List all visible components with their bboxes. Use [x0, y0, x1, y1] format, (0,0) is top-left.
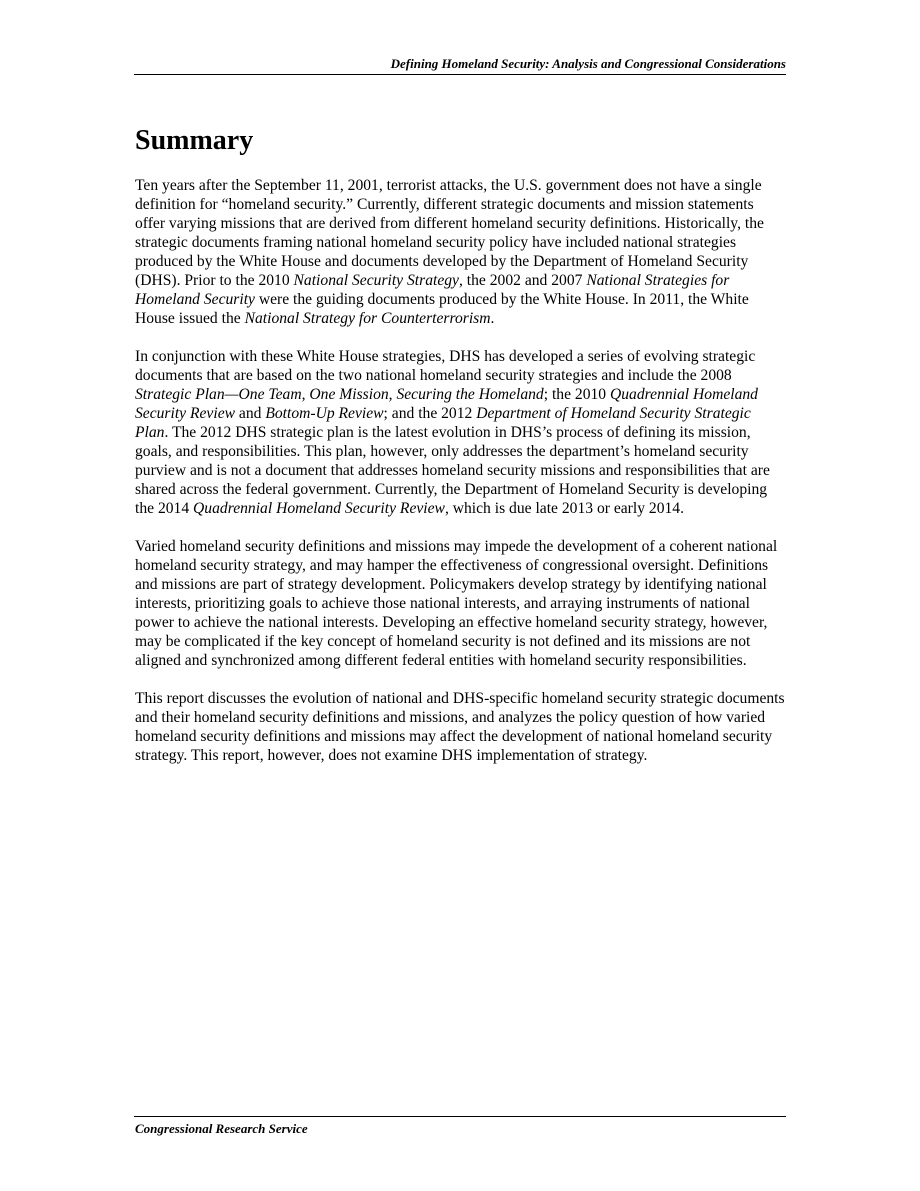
- header-rule: [134, 74, 786, 75]
- paragraph-text-run: . The 2012 DHS strategic plan is the latest evolution in DHS’s process of defining its mission, goals, and responsibilities. This plan, however, only addresses the department’s homeland security purview and is not a document that addresses homeland security missions and responsibilities that are shared across the federal government. Currently, the Department of Homeland Security is developing the 2014: [135, 424, 770, 517]
- footer-rule: [134, 1116, 786, 1117]
- summary-paragraph: [135, 537, 787, 670]
- paragraph-text-run: , the 2002 and 2007: [458, 272, 587, 289]
- document-title-italic: Quadrennial Homeland Security Review: [135, 386, 758, 422]
- running-header: Defining Homeland Security: Analysis and Congressional Considerations: [390, 56, 786, 71]
- paragraph-text-run: and: [235, 405, 266, 422]
- paragraph-text-run: Ten years after the September 11, 2001, terrorist attacks, the U.S. government does not have a single definition for “homeland security.” Currently, different strategic documents and mission statements offer varying missions that are derived from different homeland security definitions. Historically, the strategic documents framing national homeland security policy have included national strategies produced by the White House and documents developed by the Department of Homeland Security (DHS). Prior to the 2010: [135, 177, 764, 289]
- paragraph-text-run: were the guiding documents produced by the White House. In 2011, the White House issued the: [135, 291, 749, 327]
- summary-paragraph: [135, 347, 787, 518]
- document-title-italic: National Strategy for Counterterrorism: [244, 310, 491, 327]
- paragraph-text-run: , which is due late 2013 or early 2014.: [444, 500, 684, 517]
- paragraph-text-run: .: [490, 310, 495, 327]
- document-title-italic: Strategic Plan—One Team, One Mission, Securing the Homeland: [135, 386, 544, 403]
- paragraph-text-run: ; the 2010: [543, 386, 610, 403]
- summary-body: [135, 176, 787, 784]
- document-title-italic: National Strategies for Homeland Security: [135, 272, 730, 308]
- running-footer: Congressional Research Service: [135, 1121, 308, 1136]
- document-title-italic: Quadrennial Homeland Security Review: [193, 500, 445, 517]
- document-title-italic: Bottom-Up Review: [265, 405, 384, 422]
- document-title-italic: Department of Homeland Security Strategic Plan: [135, 405, 751, 441]
- document-title-italic: National Security Strategy: [293, 272, 459, 289]
- paragraph-text-run: This report discusses the evolution of national and DHS-specific homeland security strategic documents and their homeland security definitions and missions, and analyzes the policy question of how varied homeland security definitions and missions may affect the development of national homeland security strategy. This report, however, does not examine DHS implementation of strategy.: [135, 690, 785, 764]
- page-title: Summary: [135, 125, 254, 156]
- summary-paragraph: [135, 176, 787, 328]
- paragraph-text-run: In conjunction with these White House strategies, DHS has developed a series of evolving strategic documents that are based on the two national homeland security strategies and include the 2008: [135, 348, 756, 384]
- paragraph-text-run: Varied homeland security definitions and missions may impede the development of a coherent national homeland security strategy, and may hamper the effectiveness of congressional oversight. Definitions and missions are part of strategy development. Policymakers develop strategy by identifying national interests, prioritizing goals to achieve those national interests, and arraying instruments of national power to achieve the national interests. Developing an effective homeland security strategy, however, may be complicated if the key concept of homeland security is not defined and its missions are not aligned and synchronized among different federal entities with homeland security responsibilities.: [135, 538, 778, 669]
- summary-paragraph: [135, 689, 787, 765]
- paragraph-text-run: ; and the 2012: [383, 405, 477, 422]
